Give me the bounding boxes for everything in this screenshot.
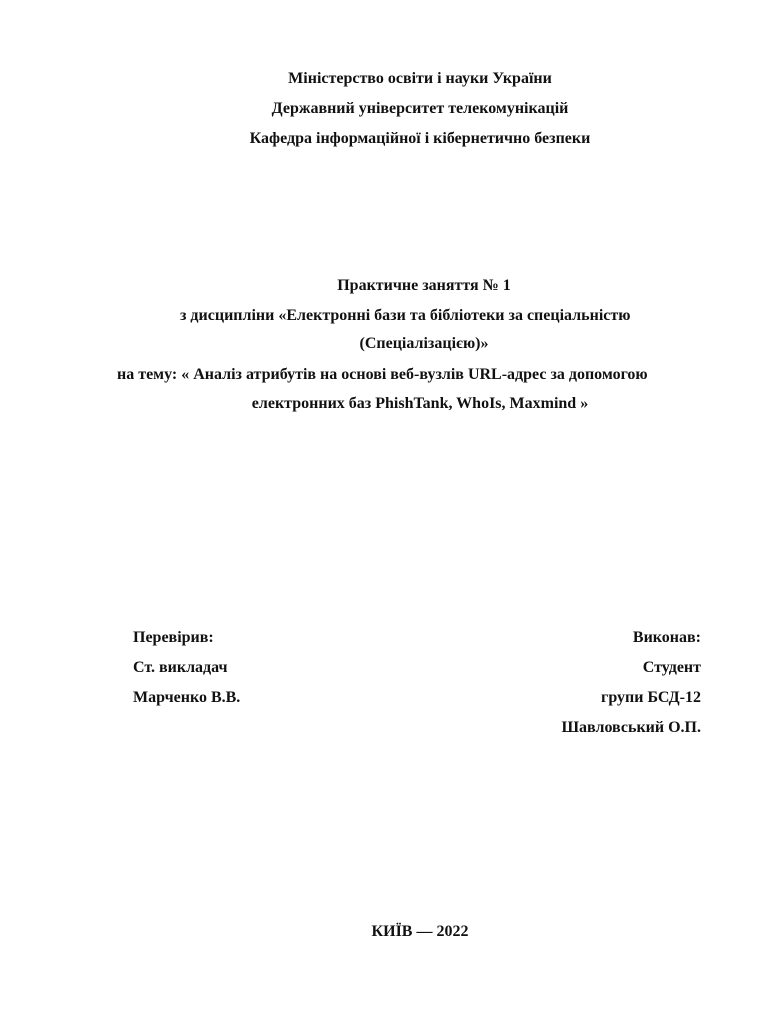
specialization-line: (Спеціалізацією)» [359,335,489,352]
city-year-footer: КИЇВ — 2022 [371,923,469,940]
department-heading: Кафедра інформаційної і кібернетично безпеки [249,130,591,147]
done-by-name: Шавловський О.П. [561,719,701,736]
checked-by-label: Перевірив: [133,629,214,646]
topic-line-1: на тему: « Аналіз атрибутів на основі веб-вузлів URL-адрес за допомогою [117,366,648,383]
university-heading: Державний університет телекомунікацій [271,100,569,117]
ministry-heading: Міністерство освіти і науки України [288,70,552,87]
done-by-label: Виконав: [632,629,701,646]
practice-title: Практичне заняття № 1 [337,277,511,294]
topic-line-2: електронних баз PhishTank, WhoIs, Maxmind » [251,395,589,412]
checked-by-name: Марченко В.В. [133,689,241,706]
done-by-group: групи БСД-12 [601,689,701,706]
discipline-line: з дисципліни «Електронні бази та бібліотеки за спеціальністю [180,307,631,324]
done-by-title: Студент [642,659,701,676]
checked-by-title: Ст. викладач [133,659,228,676]
